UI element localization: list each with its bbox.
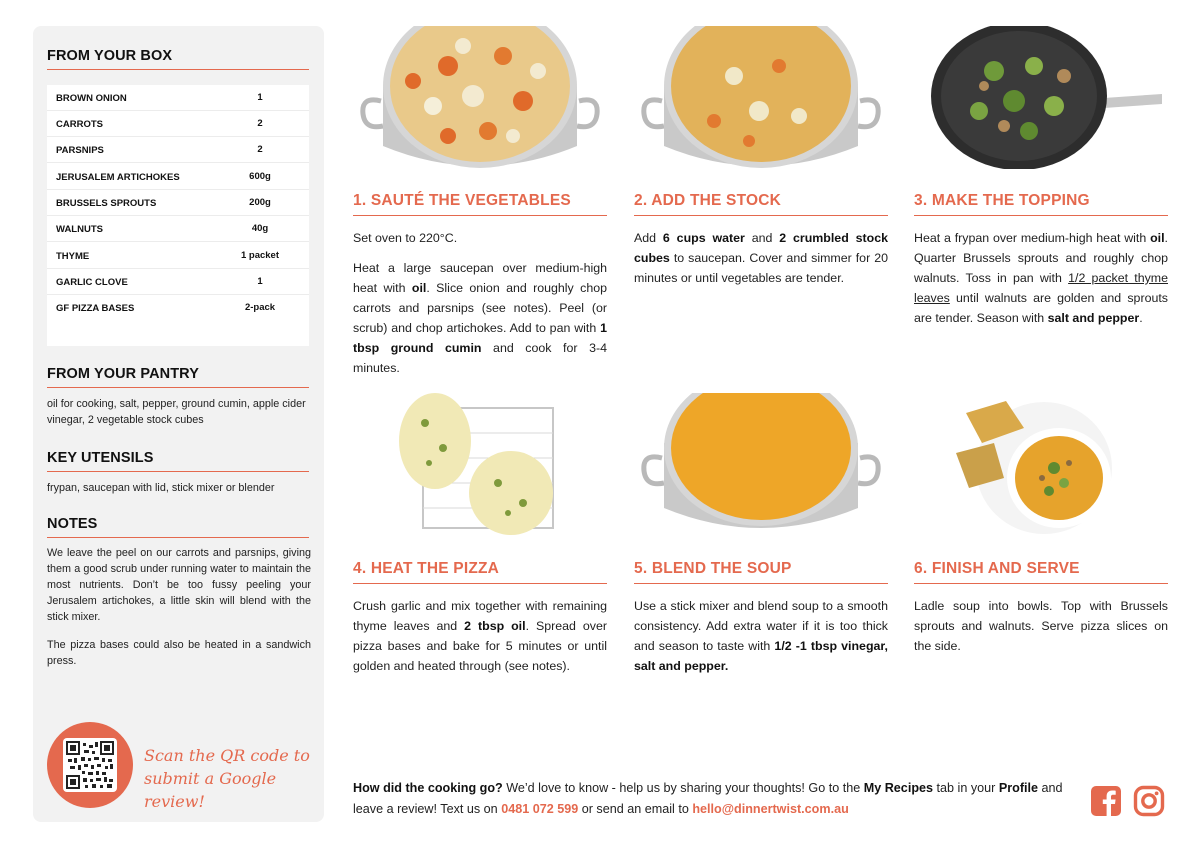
table-row [47, 111, 309, 137]
utensils-text: frypan, saucepan with lid, stick mixer or blender [47, 482, 275, 494]
ingredient-qty: 1 packet [240, 250, 280, 261]
table-row [47, 137, 309, 163]
step-6-image-served-bowl [914, 393, 1168, 536]
qr-text-line-2: submit a Google review! [144, 769, 277, 811]
ingredient-qty: 40g [251, 223, 269, 234]
table-row [47, 216, 309, 242]
ingredient-qty: 200g [249, 197, 271, 208]
qr-badge [47, 722, 133, 808]
step-6-body [914, 596, 1168, 666]
step-1-body [353, 228, 607, 388]
notes-paragraph-2: The pizza bases could also be heated in a sandwich press. [47, 639, 311, 667]
email-link[interactable]: hello@dinnertwist.com.au [692, 802, 849, 816]
ingredient-name: GARLIC CLOVE [56, 277, 128, 288]
notes-heading: NOTES [47, 516, 309, 538]
table-row [47, 164, 309, 190]
ingredient-name: WALNUTS [56, 224, 103, 235]
step-4-image-pizza-bases [353, 393, 607, 536]
phone-link[interactable]: 0481 072 599 [501, 802, 579, 816]
step-3-para-1: Heat a frypan over medium-high heat with oil. Quarter Brussels sprouts and roughly chop walnuts. Toss in pan with 1/2 packet thyme leaves until walnuts are golden and sprouts are tender. Season with salt and pepper. [914, 231, 1168, 325]
step-5-image-blended-soup [634, 393, 888, 536]
key-utensils-heading: KEY UTENSILS [47, 450, 309, 472]
step-2-image-stock-pot [634, 26, 888, 169]
from-your-box-heading: FROM YOUR BOX [47, 48, 309, 70]
step-2-title: 2. ADD THE STOCK [634, 192, 888, 216]
from-your-pantry-heading: FROM YOUR PANTRY [47, 366, 309, 388]
step-3-image-frypan-sprouts [914, 26, 1168, 169]
qr-review-text [144, 744, 314, 813]
step-6-title: 6. FINISH AND SERVE [914, 560, 1168, 584]
ingredient-qty: 1 [257, 276, 263, 287]
step-2-body [634, 228, 888, 298]
ingredient-qty: 1 [257, 92, 263, 103]
table-row [47, 85, 309, 111]
table-row [47, 269, 309, 295]
qr-text-line-1: Scan the QR code to [144, 746, 310, 765]
footer-review-text: How did the cooking go? We’d love to know - help us by sharing your thoughts! Go to the My Recipes tab in your Profile and leave a review! Text us on 0481 072 599 or send an email to hello@dinnertwist.com.au [353, 781, 1063, 816]
step-4-title: 4. HEAT THE PIZZA [353, 560, 607, 584]
ingredient-name: JERUSALEM ARTICHOKES [56, 172, 180, 183]
step-3-title: 3. MAKE THE TOPPING [914, 192, 1168, 216]
ingredient-name: THYME [56, 251, 90, 262]
table-row [47, 243, 309, 269]
step-5-title: 5. BLEND THE SOUP [634, 560, 888, 584]
ingredient-qty: 2-pack [244, 302, 276, 313]
ingredient-name: GF PIZZA BASES [56, 303, 135, 314]
step-4-body [353, 596, 607, 686]
step-2-para-1: Add 6 cups water and 2 crumbled stock cubes to saucepan. Cover and simmer for 20 minutes or until vegetables are tender. [634, 231, 888, 285]
facebook-icon[interactable] [1090, 785, 1122, 817]
notes-paragraph-1: We leave the peel on our carrots and parsnips, giving them a good scrub under running water to maintain the most nutrients. Don’t be too fussy peeling your Jerusalem artichokes, a little skin will blend with the stick mixer. [47, 547, 311, 623]
ingredient-qty: 2 [257, 118, 263, 129]
table-row [47, 190, 309, 216]
ingredient-qty: 2 [257, 144, 263, 155]
ingredient-name: BROWN ONION [56, 93, 127, 104]
step-4-para-1: Crush garlic and mix together with remaining thyme leaves and 2 tbsp oil. Spread over pizza bases and bake for 5 minutes or until golden and heated through (see notes). [353, 599, 608, 673]
step-5-para-1: Use a stick mixer and blend soup to a smooth consistency. Add extra water if it is too thick and season to taste with 1/2 -1 tbsp vinegar, salt and pepper. [634, 599, 888, 673]
ingredient-qty: 600g [249, 171, 271, 182]
step-1-para-2: Heat a large saucepan over medium-high heat with oil. Slice onion and roughly chop carrots and parsnips (see notes). Peel (or scrub) and chop artichokes. Add to pan with 1 tbsp ground cumin and cook for 3-4 minutes. [353, 261, 607, 375]
qr-code[interactable] [63, 738, 117, 792]
step-6-para-1: Ladle soup into bowls. Top with Brussels sprouts and walnuts. Serve pizza slices on the side. [914, 599, 1168, 653]
instagram-icon[interactable] [1133, 785, 1165, 817]
step-1-para-1: Set oven to 220°C. [353, 231, 458, 245]
sidebar [33, 26, 324, 822]
box-ingredients-table [47, 85, 309, 346]
ingredient-name: PARSNIPS [56, 145, 104, 156]
step-1-title: 1. SAUTÉ THE VEGETABLES [353, 192, 607, 216]
step-1-image-saute-pot [353, 26, 607, 169]
pantry-text: oil for cooking, salt, pepper, ground cumin, apple cider vinegar, 2 vegetable stock cubes [47, 398, 306, 426]
table-row [47, 295, 309, 321]
ingredient-name: BRUSSELS SPROUTS [56, 198, 157, 209]
step-5-body [634, 596, 888, 686]
step-3-body [914, 228, 1168, 338]
ingredient-name: CARROTS [56, 119, 103, 130]
